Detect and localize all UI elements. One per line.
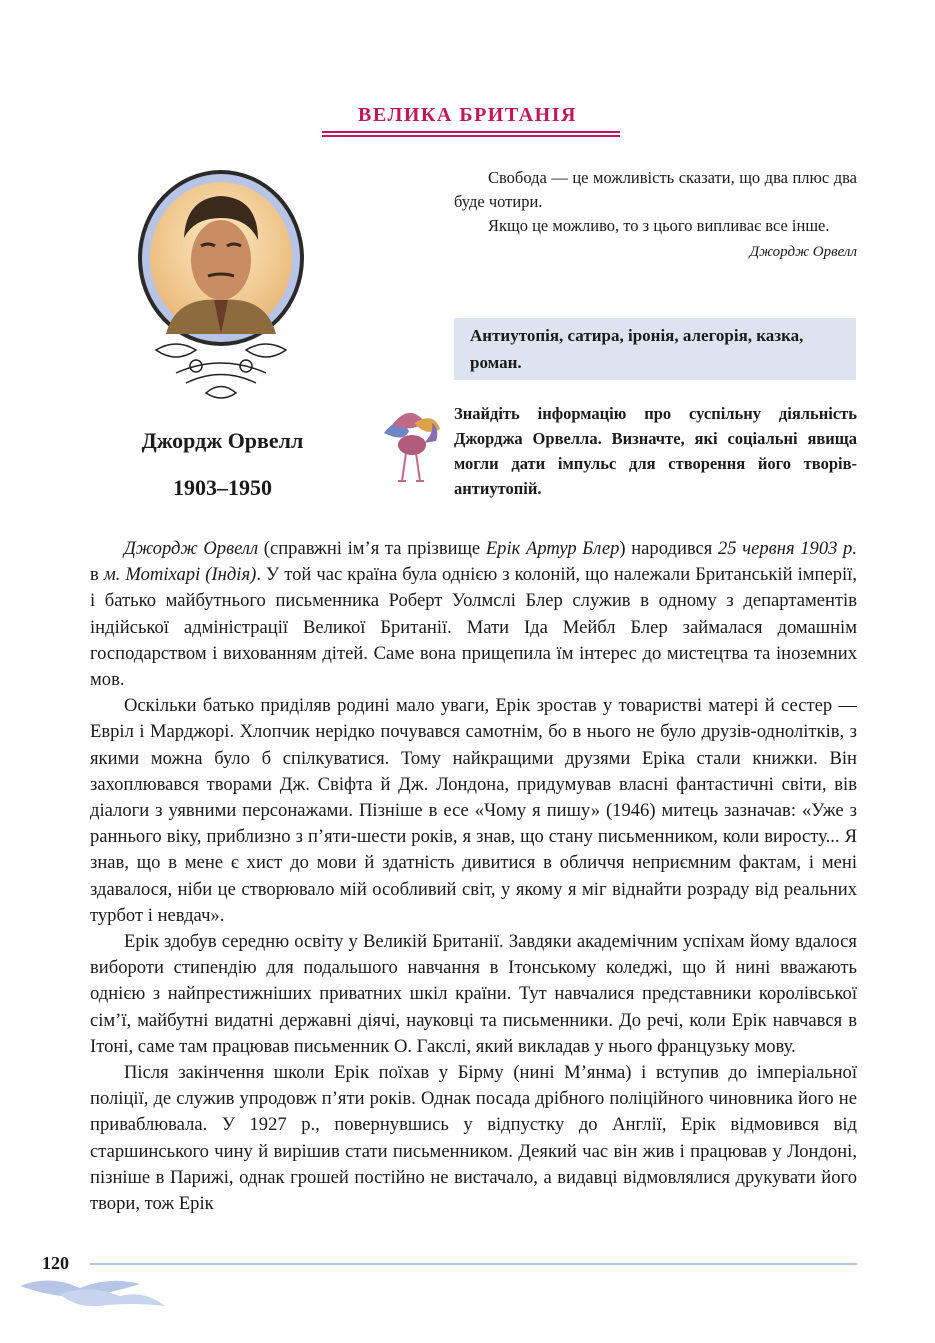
portrait-frame-icon [136, 168, 306, 408]
main-text [90, 536, 857, 1217]
real-name-italic: Ерік Артур Блер [485, 538, 620, 559]
crane-bird-icon [374, 403, 450, 489]
birth-date-italic: 25 червня 1903 р. [718, 538, 857, 559]
text-span: ) народився [619, 538, 718, 559]
flying-birds-icon [20, 1266, 170, 1316]
keywords-box: Антиутопія, сатира, іронія, алегорія, казка, роман. [454, 318, 856, 380]
birth-place-italic: м. Мотіхарі (Індія) [103, 564, 257, 586]
epigraph [454, 166, 857, 264]
author-name: Джордж Орвелл [141, 428, 304, 453]
footer-divider [90, 1263, 857, 1265]
page-number: 120 [42, 1253, 69, 1273]
paragraph: Ерік здобув середню освіту у Великій Британії. Завдяки академічним успіхам йому вдалося вибороти стипендію для подальшого навчання в Ітонському коледжі, що й нині вважають однією з найпрестижніших приватних шкіл країни. Тут навчалися представники королівської сім’ї, майбутні видатні державні діячі, науковці та письменники. До речі, коли Ерік навчався в Ітоні, саме там працював письменник О. Гакслі, який викладав у нього французьку мову. [90, 931, 857, 1057]
text-span: . У той час країна була однією з колоній, що належали Британській імперії, і батько майбутнього письменника Роберт Уолмслі Блер служив в одному з департаментів індійської адміністрації Великої Британії. Мати Іда Мейбл Блер займалася домашнім господарством і вихованням дітей. Саме вона прищепила їм інтерес до мистецтва та іноземних мов. [90, 564, 857, 691]
epigraph-line: Якщо це можливо, то з цього випливає все інше. [488, 216, 830, 235]
author-years: 1903–1950 [173, 475, 272, 500]
paragraph: Оскільки батько приділяв родині мало уваги, Ерік зростав у товаристві матері й сестер — Евріл і Марджорі. Хлопчик нерідко почувався самотнім, бо в нього не було друзів-однолітків, з якими можна було б спілкуватися. Тому найкращими друзями Еріка стали книжки. Він захоплювався творами Дж. Свіфта й Дж. Лондона, придумував власні фантастичні світи, вів діалоги з уявними персонажами. Пізніше в есе «Чому я пишу» (1946) митець зазначав: «Уже з раннього віку, приблизно з п’яти-шести років, я знав, що стану письменником, коли виросту... Я знав, що в мене є хист до мови й здатність дивитися в обличчя неприємним фактам, і мені здавалося, ніби це створювало мій особливий світ, у якому я міг віднайти розраду від реальних турбот і невдач». [90, 695, 857, 926]
paragraph: Після закінчення школи Ерік поїхав у Бірму (нині М’янма) і вступив до імперіальної поліції, де служив упродовж п’яти років. Однак посада дрібного поліцiйного чиновника його не приваблювала. У 1927 р., повернувшись у відпустку до Англії, Ерік відмовився від старшинського чину й вирішив стати письменником. Деякий час він жив і працював у Лондоні, пізніше в Парижі, однак грошей постійно не вистачало, а видавці відмовлялися друкувати його твори, тож Ерік [90, 1062, 857, 1215]
epigraph-line: Свобода — це можливість сказати, що два плюс два буде чотири. [454, 168, 857, 211]
paragraph [90, 536, 857, 693]
text-span: в [90, 564, 104, 586]
author-portrait [136, 168, 306, 408]
task-text: Знайдіть інформацію про суспільну діяльність Джорджа Орвелла. Визначте, які соціальні явища могли дати імпульс для створення його творів-антиутопій. [454, 404, 857, 498]
section-title: ВЕЛИКА БРИТАНІЯ [358, 104, 577, 126]
author-name-italic: Джордж Орвелл [124, 538, 259, 559]
epigraph-author: Джордж Орвелл [749, 244, 857, 260]
text-span: (справжні ім’я та прізвище [258, 538, 486, 559]
title-underline [322, 131, 620, 139]
